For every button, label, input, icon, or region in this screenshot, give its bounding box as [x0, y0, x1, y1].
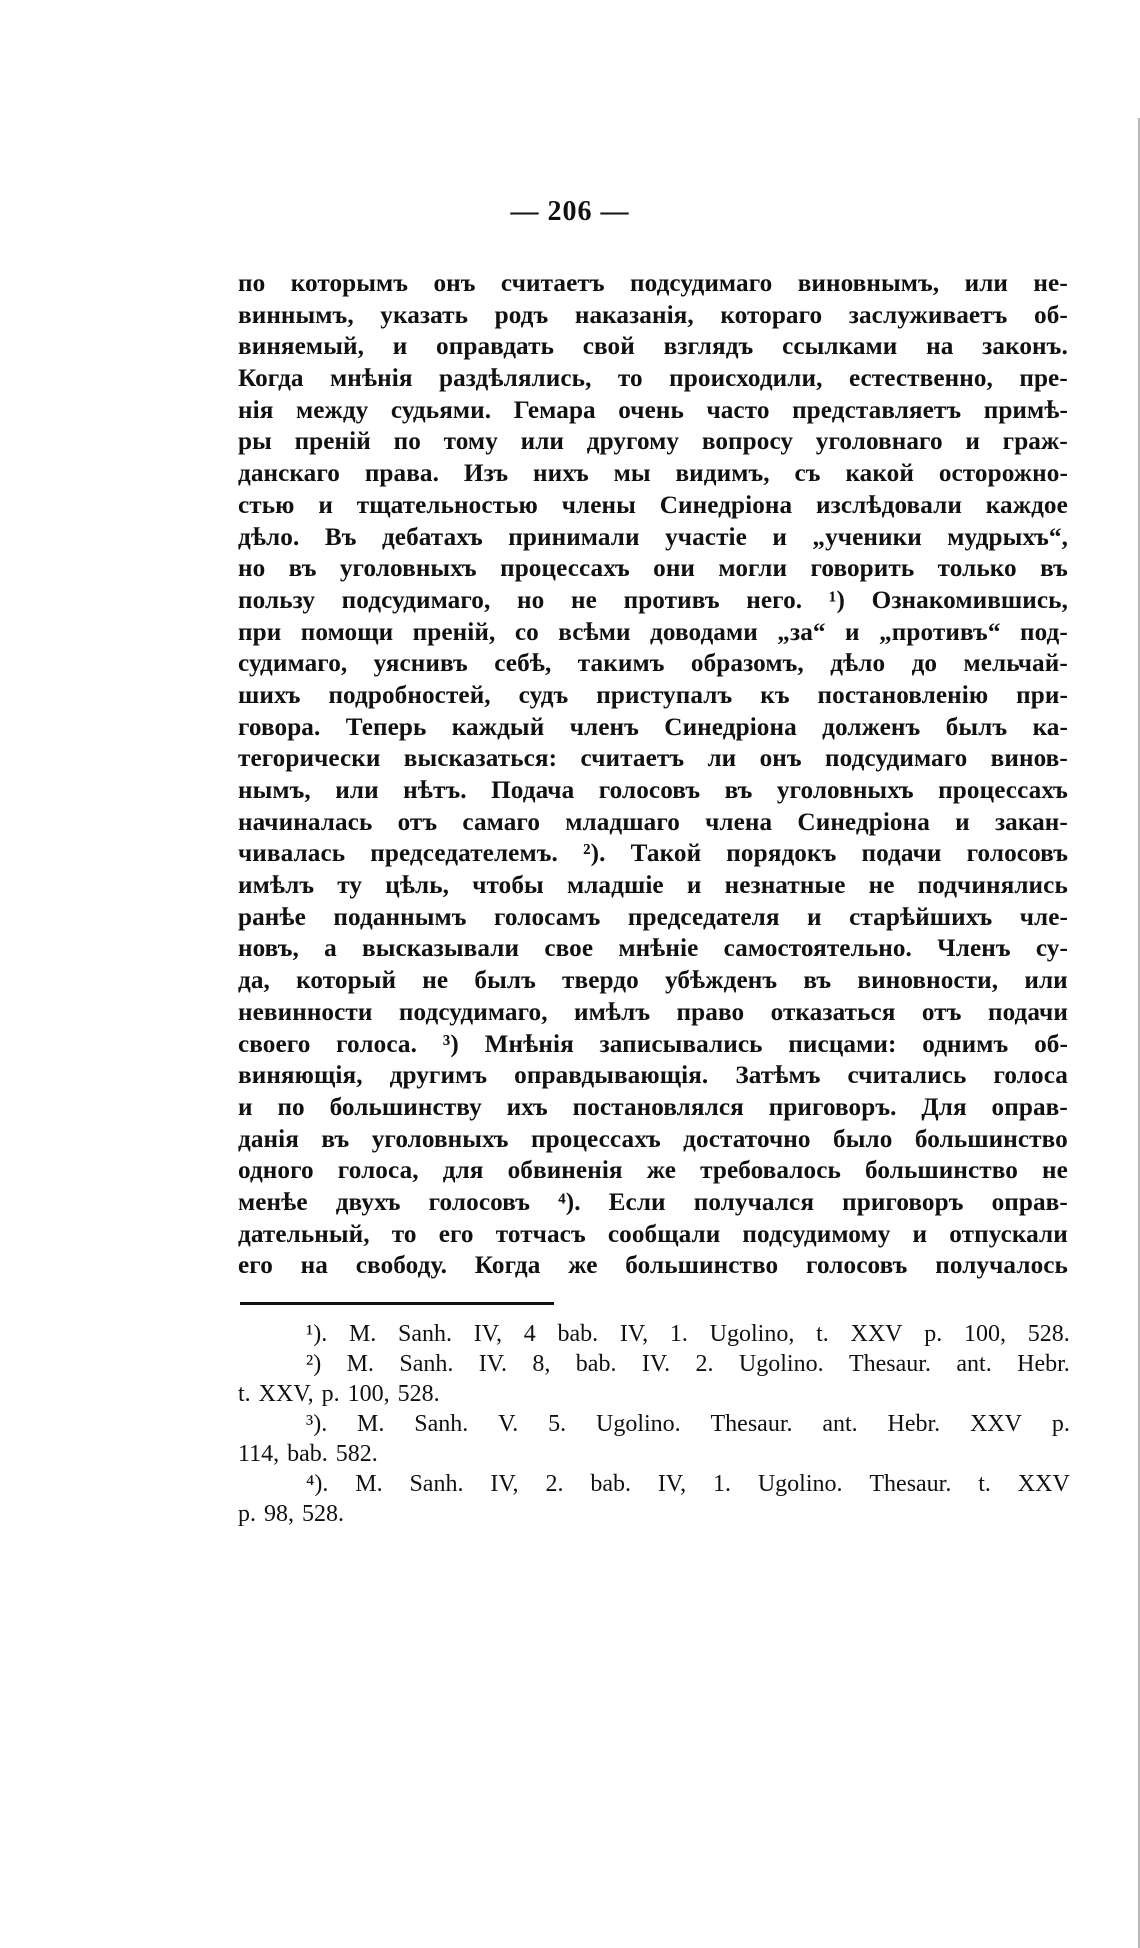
- footnote-line: t. XXV, p. 100, 528.: [238, 1381, 440, 1407]
- page-number: — 206 —: [510, 196, 630, 227]
- text-line: но въ уголовныхъ процессахъ они могли говорить только въ: [238, 555, 1068, 583]
- text-line: да, который не былъ твердо убѣжденъ въ виновности, или: [238, 967, 1068, 995]
- text-line: пользу подсудимаго, но не противъ него. ¹) Ознакомившись,: [238, 586, 1068, 614]
- text-line: стью и тщательностью члены Синедріона изслѣдовали каждое: [238, 491, 1068, 519]
- text-line: своего голоса. ³) Мнѣнія записывались писцами: однимъ об-: [238, 1030, 1068, 1058]
- text-line: имѣлъ ту цѣль, чтобы младшіе и незнатные не подчинялись: [238, 872, 1068, 900]
- text-line: судимаго, уяснивъ себѣ, такимъ образомъ, дѣло до мельчай-: [238, 650, 1068, 678]
- text-line: говора. Теперь каждый членъ Синедріона долженъ былъ ка-: [238, 713, 1068, 741]
- text-line: по которымъ онъ считаетъ подсудимаго виновнымъ, или не-: [238, 270, 1068, 297]
- text-line: чивалась председателемъ. ²). Такой порядокъ подачи голосовъ: [238, 840, 1068, 868]
- text-line: новъ, а высказывали свое мнѣніе самостоятельно. Членъ су-: [238, 935, 1068, 963]
- text-line: нымъ, или нѣтъ. Подача голосовъ въ уголовныхъ процессахъ: [238, 777, 1068, 804]
- text-line: его на свободу. Когда же большинство голосовъ получалось: [238, 1252, 1068, 1280]
- text-line: и по большинству ихъ постановлялся приговоръ. Для оправ-: [238, 1093, 1068, 1121]
- text-line: менѣе двухъ голосовъ ⁴). Если получался приговоръ оправ-: [238, 1188, 1068, 1216]
- text-line: данія въ уголовныхъ процессахъ достаточно было большинство: [238, 1125, 1068, 1153]
- text-line: при помощи преній, со всѣми доводами „за“ и „противъ“ под-: [238, 618, 1068, 646]
- text-line: дательный, то его тотчасъ сообщали подсудимому и отпускали: [238, 1220, 1068, 1248]
- footnote-line: ³). M. Sanh. V. 5. Ugolino. Thesaur. ant. Hebr. XXV p.: [306, 1411, 1070, 1437]
- text-line: тегорически высказаться: считаетъ ли онъ подсудимаго винов-: [238, 745, 1068, 773]
- text-line: виннымъ, указать родъ наказанія, котораго заслуживаетъ об-: [238, 301, 1068, 329]
- footnote-separator: [240, 1302, 554, 1305]
- footnote-line: ¹). M. Sanh. IV, 4 bab. IV, 1. Ugolino, t. XXV p. 100, 528.: [306, 1321, 1070, 1347]
- text-line: ры преній по тому или другому вопросу уголовнаго и граж-: [238, 428, 1068, 456]
- text-line: виняемый, и оправдать свой взглядъ ссылками на законъ.: [238, 333, 1068, 361]
- text-line: Когда мнѣнія раздѣлялись, то происходили, естественно, пре-: [238, 365, 1068, 393]
- text-line: одного голоса, для обвиненія же требовалось большинство не: [238, 1157, 1068, 1185]
- main-text-block: [238, 268, 1068, 1282]
- footnote-line: p. 98, 528.: [238, 1501, 344, 1527]
- text-line: виняющія, другимъ оправдывающія. Затѣмъ считались голоса: [238, 1062, 1068, 1090]
- text-line: дѣло. Въ дебатахъ принимали участіе и „ученики мудрыхъ“,: [238, 523, 1068, 551]
- footnote-line: ²) M. Sanh. IV. 8, bab. IV. 2. Ugolino. Thesaur. ant. Hebr.: [306, 1351, 1070, 1377]
- text-line: начиналась отъ самаго младшаго члена Синедріона и закан-: [238, 808, 1068, 836]
- text-line: невинности подсудимаго, имѣлъ право отказаться отъ подачи: [238, 998, 1068, 1026]
- text-line: шихъ подробностей, судъ приступалъ къ постановленію при-: [238, 681, 1068, 709]
- text-line: данскаго права. Изъ нихъ мы видимъ, съ какой осторожно-: [238, 460, 1068, 488]
- footnote-line: ⁴). M. Sanh. IV, 2. bab. IV, 1. Ugolino. Thesaur. t. XXV: [306, 1471, 1070, 1497]
- text-line: ранѣе поданнымъ голосамъ председателя и старѣйшихъ чле-: [238, 903, 1068, 931]
- text-line: нія между судьями. Гемара очень часто представляетъ примѣ-: [238, 396, 1068, 424]
- footnotes-block: [238, 1319, 1070, 1529]
- footnote-line: 114, bab. 582.: [238, 1441, 378, 1467]
